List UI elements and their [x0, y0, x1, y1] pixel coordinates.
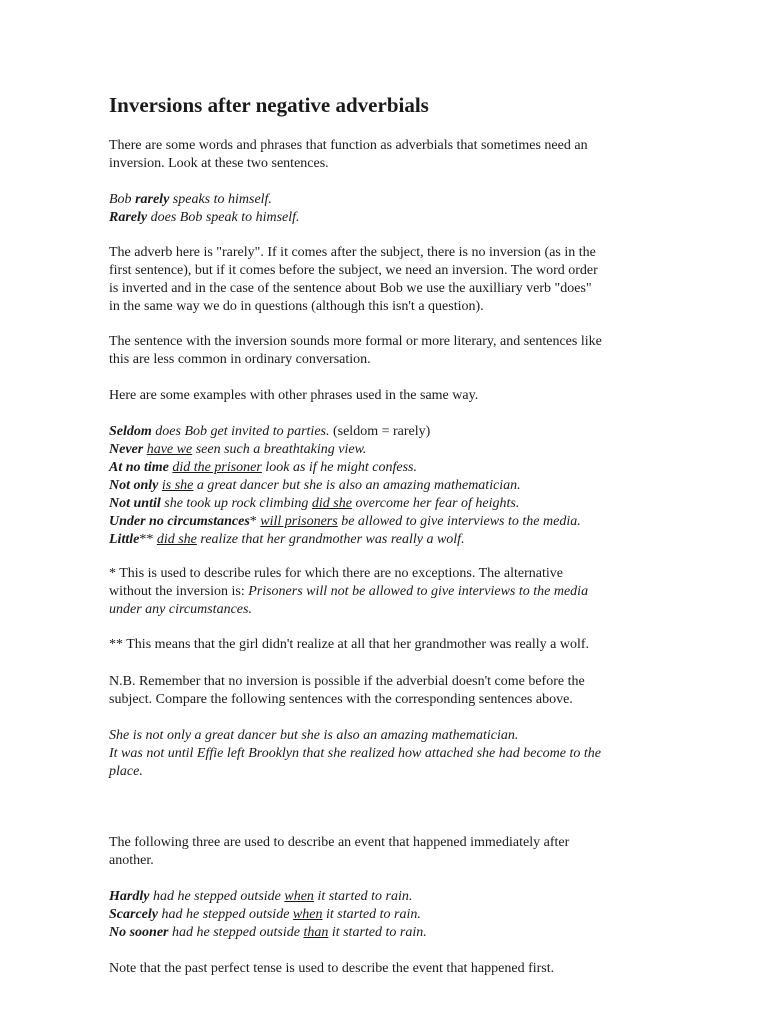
footnote-marker: * — [249, 514, 261, 529]
conjunction-underlined: when — [292, 907, 323, 922]
adverb-bold: Rarely — [109, 210, 148, 225]
example-text: overcome her fear of heights. — [351, 496, 520, 511]
inverted-verb: did she — [156, 532, 197, 547]
comparison-line: She is not only a great dancer but she is also an amazing mathematician. — [109, 728, 519, 743]
example-item-not-only — [109, 477, 661, 495]
footnote-1 — [109, 565, 661, 619]
example-note: (seldom = rarely) — [329, 424, 431, 439]
paragraph-line: in the same way we do in questions (although this isn't a question). — [109, 299, 484, 314]
paragraph-line: ** This means that the girl didn't realize at all that her grandmother was really a wolf. — [109, 637, 590, 652]
paragraph-line: Note that the past perfect tense is used to describe the event that happened first. — [109, 961, 555, 976]
adverb-bold: Hardly — [109, 889, 150, 904]
example-text: it started to rain. — [313, 889, 413, 904]
comparison-line: place. — [109, 764, 143, 779]
adverb-bold: rarely — [135, 192, 170, 207]
paragraph-line: under any circumstances. — [109, 602, 252, 617]
footnote-text: without the inversion is: — [109, 584, 249, 599]
example-item-under-no-circumstances — [109, 513, 661, 531]
inverted-verb: is she — [161, 478, 194, 493]
example-text: be allowed to give interviews to the media. — [337, 514, 581, 529]
comparison-line: It was not until Effie left Brooklyn that she realized how attached she had become to the — [109, 746, 601, 761]
example-item-at-no-time — [109, 459, 661, 477]
nb-paragraph — [109, 673, 661, 709]
example-text: seen such a breathtaking view. — [192, 442, 367, 457]
example-sentence-1 — [109, 191, 661, 209]
sequence-examples — [109, 888, 661, 942]
adverb-bold: Never — [109, 442, 144, 457]
paragraph-line: N.B. Remember that no inversion is possible if the adverbial doesn't come before the — [109, 674, 585, 689]
final-note — [109, 960, 661, 978]
adverb-bold: No sooner — [109, 925, 169, 940]
formal-paragraph — [109, 333, 661, 369]
footnote-italic: Prisoners will not be allowed to give interviews to the media — [248, 584, 589, 599]
sequence-item-no-sooner — [109, 924, 661, 942]
conjunction-underlined: when — [284, 889, 314, 904]
intro-line: inversion. Look at these two sentences. — [109, 156, 329, 171]
conjunction-underlined: than — [303, 925, 329, 940]
paragraph-line: is inverted and in the case of the sentence about Bob we use the auxilliary verb "does" — [109, 281, 592, 296]
adverb-bold: Not until — [109, 496, 161, 511]
example-item-never — [109, 441, 661, 459]
inverted-verb: have we — [146, 442, 193, 457]
paragraph-line: The sentence with the inversion sounds more formal or more literary, and sentences like — [109, 334, 602, 349]
example-text: it started to rain. — [328, 925, 427, 940]
page-title: Inversions after negative adverbials — [109, 93, 429, 117]
inverted-verb: did she — [311, 496, 352, 511]
adverb-explanation-paragraph — [109, 244, 661, 316]
adverb-bold: At no time — [109, 460, 169, 475]
example-sentence-2 — [109, 209, 661, 227]
paragraph-line: this are less common in ordinary conversation. — [109, 352, 371, 367]
examples-intro — [109, 387, 661, 405]
footnote-marker: ** — [139, 532, 157, 547]
example-text: had he stepped outside — [149, 889, 285, 904]
example-text: does Bob speak to himself. — [147, 210, 300, 225]
sequence-item-scarcely — [109, 906, 661, 924]
adverb-bold: Not only — [109, 478, 159, 493]
intro-paragraph — [109, 137, 661, 173]
example-text: does Bob get invited to parties. — [151, 424, 330, 439]
example-item-not-until — [109, 495, 661, 513]
adverb-bold: Little — [109, 532, 140, 547]
paragraph-line: The following three are used to describe an event that happened immediately after — [109, 835, 570, 850]
example-item-little — [109, 531, 661, 549]
paragraph-line — [109, 583, 661, 601]
comparison-sentences — [109, 727, 661, 781]
example-text: it started to rain. — [322, 907, 421, 922]
example-text: had he stepped outside — [168, 925, 304, 940]
intro-line: There are some words and phrases that function as adverbials that sometimes need an — [109, 138, 588, 153]
adverb-bold: Under no circumstances — [109, 514, 250, 529]
adverb-bold: Seldom — [109, 424, 152, 439]
example-item-seldom — [109, 423, 661, 441]
paragraph-line: * This is used to describe rules for which there are no exceptions. The alternative — [109, 566, 563, 581]
adverb-bold: Scarcely — [109, 907, 158, 922]
paragraph-line: subject. Compare the following sentences with the corresponding sentences above. — [109, 692, 573, 707]
example-pair — [109, 191, 661, 227]
example-text: Bob — [109, 192, 136, 207]
example-text: realize that her grandmother was really a wolf. — [196, 532, 465, 547]
inverted-verb: did the prisoner — [172, 460, 262, 475]
example-text: she took up rock climbing — [160, 496, 312, 511]
footnote-2 — [109, 636, 661, 654]
inverted-verb: will prisoners — [260, 514, 338, 529]
paragraph-line: The adverb here is "rarely". If it comes after the subject, there is no inversion (as in the — [109, 245, 596, 260]
paragraph-line: Here are some examples with other phrases used in the same way. — [109, 388, 479, 403]
paragraph-line: another. — [109, 853, 154, 868]
example-text: had he stepped outside — [157, 907, 293, 922]
following-paragraph — [109, 834, 661, 870]
sequence-item-hardly — [109, 888, 661, 906]
example-text: speaks to himself. — [169, 192, 272, 207]
examples-list — [109, 423, 661, 549]
example-text: a great dancer but she is also an amazing mathematician. — [193, 478, 521, 493]
example-text: look as if he might confess. — [261, 460, 418, 475]
paragraph-line: first sentence), but if it comes before the subject, we need an inversion. The word order — [109, 263, 598, 278]
